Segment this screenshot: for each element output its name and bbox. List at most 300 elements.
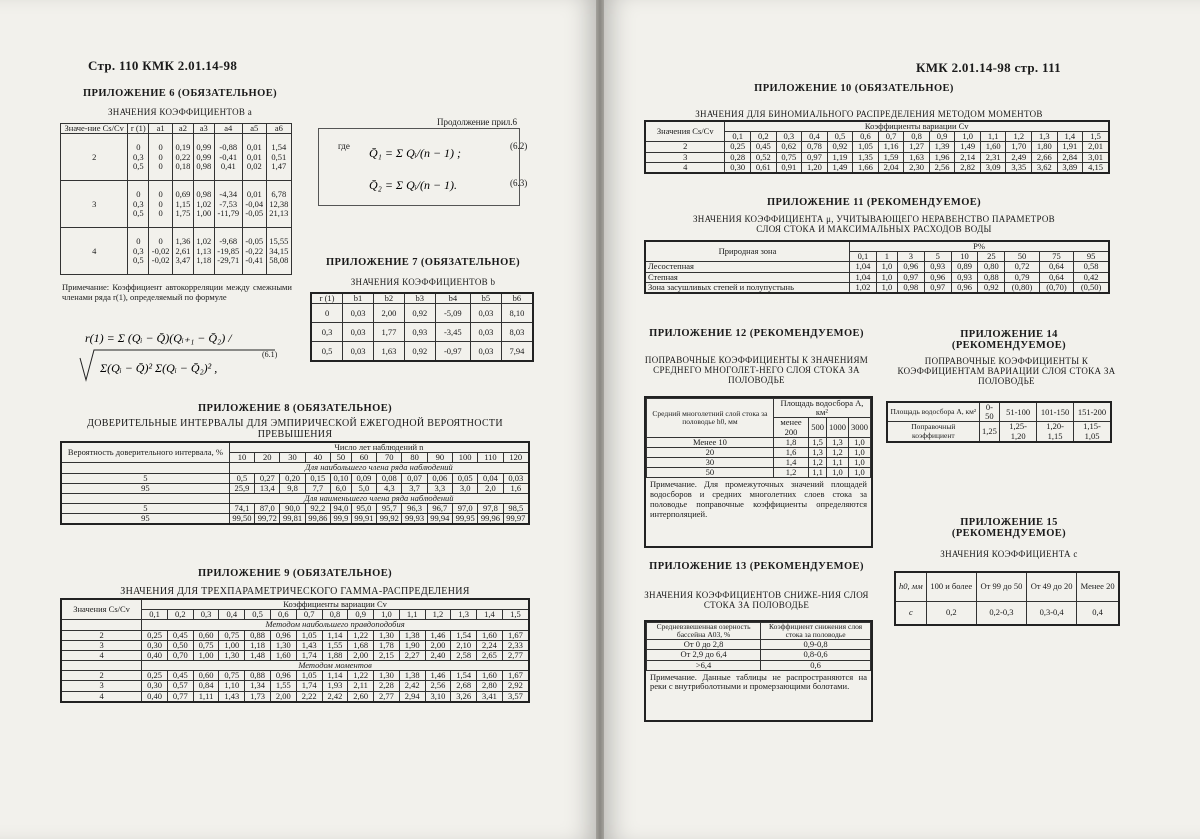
value-cell: 1,10: [219, 681, 245, 691]
svg-text:Σ(Qᵢ − Q̄)² Σ(Qᵢ − Q̄₂)² ,: Σ(Qᵢ − Q̄)² Σ(Qᵢ − Q̄₂)² ,: [100, 361, 218, 375]
value-cell: -0,97: [435, 342, 470, 362]
value: 12,38: [269, 198, 289, 209]
app14-table: [886, 401, 1112, 443]
value-cell: 0,79: [1005, 272, 1039, 282]
column-header: 1,1: [980, 132, 1006, 142]
value-cell: [266, 134, 291, 181]
table-header-row: [61, 599, 529, 610]
value-cell: 0,88: [245, 630, 271, 640]
value-cell: [214, 228, 242, 275]
value: -19,85: [217, 245, 240, 256]
table-row: [61, 181, 292, 228]
value-cell: [266, 181, 291, 228]
value-cell: 1,0: [848, 447, 870, 457]
value: -0,05: [245, 236, 264, 247]
value-cell: 0,25: [142, 671, 168, 681]
value-cell: 0,58: [1074, 262, 1109, 272]
table-row: [61, 681, 529, 691]
column-header: 1,5: [502, 610, 529, 620]
value-cell: 1,70: [1006, 142, 1032, 152]
value: 0,02: [246, 160, 262, 171]
column-header: b5: [470, 293, 501, 304]
value-cell: 0,5: [229, 473, 254, 483]
app6-subtitle: ЗНАЧЕНИЯ КОЭФФИЦИЕНТОВ a: [107, 107, 253, 117]
value: 1,13: [196, 245, 212, 256]
value: 2,61: [175, 245, 191, 256]
cs-cv-value: 2: [61, 134, 128, 181]
value-cell: 1,16: [878, 142, 904, 152]
value-cell: 9,8: [280, 483, 305, 493]
value-cell: 1,60: [980, 142, 1006, 152]
zone-name: Степная: [645, 272, 850, 282]
value-cell: 1,49: [955, 142, 981, 152]
value-cell: 1,00: [193, 650, 219, 660]
value-cell: 3,10: [425, 691, 451, 702]
value-cell: 3,3: [427, 483, 452, 493]
value-cell: 99,72: [255, 514, 280, 525]
value: 21,13: [269, 207, 289, 218]
value-cell: 0,15: [305, 473, 330, 483]
column-header: Значе-ние Cs/Cv: [61, 124, 128, 134]
value-cell: 0,62: [776, 142, 802, 152]
value-cell: 2: [61, 671, 142, 681]
value: 0,69: [175, 189, 191, 200]
app8-table: [60, 441, 530, 525]
app7-subtitle: ЗНАЧЕНИЯ КОЭФФИЦИЕНТОВ b: [350, 277, 496, 287]
row-header: c: [895, 602, 926, 626]
value-cell: >6,4: [647, 660, 761, 670]
column-header: 51-100: [1000, 402, 1037, 422]
value-cell: [149, 181, 173, 228]
value-cell: 0,03: [470, 342, 501, 362]
value-cell: 1,93: [322, 681, 348, 691]
column-header: 0,9: [929, 132, 955, 142]
value-cell: 1,43: [296, 640, 322, 650]
value-cell: 1,25-1,20: [1000, 422, 1037, 442]
column-header: 0,5: [245, 610, 271, 620]
app11-table: [644, 240, 1110, 294]
value-cell: 0,75: [776, 152, 802, 162]
value-cell: 8,10: [501, 304, 533, 323]
value-cell: 96,3: [402, 504, 427, 514]
value-cell: 8,03: [501, 323, 533, 342]
value-cell: От 2,9 до 6,4: [647, 650, 761, 660]
empty-cell: [61, 620, 142, 630]
value-cell: 0,3-0,4: [1027, 602, 1077, 626]
column-header: 60: [351, 453, 376, 463]
value: 0,51: [271, 151, 287, 162]
column-header: Коэффициент снижения слоя стока за половодье: [761, 623, 871, 640]
column-header: a6: [266, 124, 291, 134]
value: 0,5: [133, 207, 144, 218]
table-row: [645, 262, 1109, 272]
app13-title: ПРИЛОЖЕНИЕ 13 (РЕКОМЕНДУЕМОЕ): [649, 561, 864, 572]
column-header: Значения Cs/Cv: [61, 599, 142, 620]
value-cell: 0,88: [245, 671, 271, 681]
value: -0,04: [245, 198, 264, 209]
column-header: 120: [503, 453, 529, 463]
value-cell: [214, 181, 242, 228]
value-cell: 0,57: [167, 681, 193, 691]
value-cell: 0,42: [1074, 272, 1109, 282]
column-header: 80: [402, 453, 427, 463]
column-header: 1: [876, 252, 897, 262]
value-cell: 0,25: [142, 630, 168, 640]
value-cell: 1,0: [876, 262, 897, 272]
value-cell: 0,64: [1039, 262, 1073, 272]
formula-box: [318, 128, 520, 206]
value-cell: 0,40: [142, 650, 168, 660]
value: 0,01: [246, 189, 262, 200]
value: 1,02: [196, 236, 212, 247]
value-cell: 1,0: [876, 282, 897, 293]
value-cell: 2,11: [348, 681, 374, 691]
value-cell: (0,50): [1074, 282, 1109, 293]
column-header: 0,1: [142, 610, 168, 620]
value-cell: 1,63: [904, 152, 930, 162]
column-header: 50: [331, 453, 352, 463]
column-header: b2: [373, 293, 404, 304]
value-cell: 0,97: [924, 282, 951, 293]
value-cell: 0,89: [951, 262, 978, 272]
table-row: [61, 671, 529, 681]
svg-text:Q̄₁ = Σ Qᵢ/(n − 1) ;: Q̄₁ = Σ Qᵢ/(n − 1) ;: [369, 146, 462, 160]
value-cell: 1,02: [850, 282, 877, 293]
value-cell: [173, 228, 194, 275]
table-row: [61, 691, 529, 702]
value-cell: [128, 181, 149, 228]
value-cell: 3,09: [980, 162, 1006, 173]
value-cell: 0,6: [761, 660, 871, 670]
column-header: 0,4: [802, 132, 828, 142]
value-cell: 1,1: [809, 468, 827, 478]
value-cell: 2,68: [451, 681, 477, 691]
value-cell: 1,46: [425, 630, 451, 640]
value-cell: 0,05: [453, 473, 478, 483]
value-cell: 0,03: [343, 323, 374, 342]
value-cell: 1,25: [979, 422, 1000, 442]
column-header: 1,2: [425, 610, 451, 620]
value-cell: 99,81: [280, 514, 305, 525]
value-cell: 2,56: [425, 681, 451, 691]
value-cell: 2,60: [348, 691, 374, 702]
value-cell: 0: [311, 304, 343, 323]
value-cell: 0,96: [924, 272, 951, 282]
value-cell: 1,39: [929, 142, 955, 152]
value-cell: 0,60: [193, 671, 219, 681]
value-cell: 95,0: [351, 504, 376, 514]
value-cell: 1,38: [399, 671, 425, 681]
value: -29,71: [217, 254, 240, 265]
value-cell: 0,96: [951, 282, 978, 293]
value-cell: 98,5: [503, 504, 529, 514]
value-cell: 2,00: [373, 304, 404, 323]
column-header: 110: [478, 453, 503, 463]
table-row: [311, 323, 533, 342]
value-cell: 99,97: [503, 514, 529, 525]
value-cell: 1,78: [374, 640, 400, 650]
app12-note: Примечание. Для промежуточных значений площадей водосборов и средних многолетних слоев стока за половодье поправочные коэффициенты определяются интерполяцией.: [650, 479, 867, 519]
value-cell: 2,40: [425, 650, 451, 660]
column-header: b4: [435, 293, 470, 304]
value-cell: 1,77: [373, 323, 404, 342]
value: 1,75: [175, 207, 191, 218]
value-cell: 1,0: [876, 272, 897, 282]
value-cell: 0,92: [404, 342, 435, 362]
value-cell: [193, 181, 214, 228]
empty-cell: [61, 661, 142, 671]
column-group-header: Коэффициенты вариации Cv: [142, 599, 529, 610]
table-row: [645, 162, 1109, 173]
app6-table: [60, 123, 292, 275]
value: 0: [136, 189, 141, 200]
table-row: [647, 650, 871, 660]
column-header: 151-200: [1074, 402, 1111, 422]
app15-subtitle: ЗНАЧЕНИЯ КОЭФФИЦИЕНТА c: [940, 549, 1078, 559]
value-cell: 3,35: [1006, 162, 1032, 173]
value-cell: 2,10: [451, 640, 477, 650]
value: 0: [136, 142, 141, 153]
column-header: 75: [1039, 252, 1073, 262]
section-row: [61, 620, 529, 630]
value-cell: 1,1: [826, 458, 848, 468]
column-header: 1,1: [399, 610, 425, 620]
table-row: [647, 468, 871, 478]
value: 0,22: [175, 151, 191, 162]
value-cell: 0,25: [725, 142, 751, 152]
column-group-header: P%: [850, 241, 1109, 252]
value: 0,3: [133, 245, 144, 256]
value: 0,3: [133, 198, 144, 209]
value-cell: 3,01: [1083, 152, 1109, 162]
value: 0: [158, 142, 163, 153]
value: 1,15: [175, 198, 191, 209]
value: -9,68: [219, 236, 238, 247]
value-cell: 0,40: [142, 691, 168, 702]
value: 0: [158, 207, 163, 218]
app14-title: ПРИЛОЖЕНИЕ 14 (РЕКОМЕНДУЕМОЕ): [951, 329, 1067, 351]
value-cell: 0,52: [751, 152, 777, 162]
column-header: 0,1: [850, 252, 877, 262]
value-cell: 4,3: [377, 483, 402, 493]
value-cell: 0,03: [503, 473, 529, 483]
column-header: Средневзвешенная озерность бассейна A03, %: [647, 623, 761, 640]
value-cell: 1,60: [477, 630, 503, 640]
empty-cell: [61, 463, 229, 473]
column-group-header: Площадь водосбора A, км²: [773, 399, 870, 418]
column-header: 0,2: [167, 610, 193, 620]
empty-cell: [61, 493, 229, 503]
value-cell: 0,60: [193, 630, 219, 640]
value-cell: 0,84: [193, 681, 219, 691]
table-row: [61, 514, 529, 525]
app12-table: [646, 398, 871, 478]
app12-title: ПРИЛОЖЕНИЕ 12 (РЕКОМЕНДУЕМОЕ): [649, 328, 864, 339]
table-row: [647, 458, 871, 468]
value-cell: 1,90: [399, 640, 425, 650]
table-row: [887, 422, 1111, 442]
value-cell: 95: [61, 483, 229, 493]
value-cell: 1,67: [502, 671, 529, 681]
value-cell: 0,03: [343, 304, 374, 323]
column-header: 1,2: [1006, 132, 1032, 142]
value-cell: 2,65: [477, 650, 503, 660]
value-cell: 2,94: [399, 691, 425, 702]
value: -0,02: [151, 254, 170, 265]
value-cell: 0,5: [311, 342, 343, 362]
column-header: 1,4: [1057, 132, 1083, 142]
table-row: [61, 483, 529, 493]
value-cell: 2,30: [904, 162, 930, 173]
value: 0: [136, 236, 141, 247]
column-header: 1,4: [477, 610, 503, 620]
column-header: 0,3: [776, 132, 802, 142]
value-cell: 0,77: [167, 691, 193, 702]
value-cell: 2,56: [929, 162, 955, 173]
column-header: 70: [377, 453, 402, 463]
value-cell: 0,10: [331, 473, 352, 483]
app13-note: Примечание. Данные таблицы не распространяются на реки с внутриболотными и промерзающими болотами.: [650, 671, 867, 692]
value-cell: 96,7: [427, 504, 452, 514]
value: 1,02: [196, 198, 212, 209]
value-cell: 2,01: [1083, 142, 1109, 152]
column-header: 1,3: [451, 610, 477, 620]
value: 0: [158, 160, 163, 171]
column-header: 5: [924, 252, 951, 262]
column-header: 30: [280, 453, 305, 463]
value-cell: 2,15: [374, 650, 400, 660]
value-cell: 0,97: [897, 272, 924, 282]
value-cell: 99,91: [351, 514, 376, 525]
value-cell: 0,75: [219, 630, 245, 640]
value-cell: 0,93: [951, 272, 978, 282]
value-cell: 2,00: [270, 691, 296, 702]
value-cell: 3,89: [1057, 162, 1083, 173]
value-cell: [173, 181, 194, 228]
column-header: менее 200: [773, 418, 808, 437]
cs-cv-value: 4: [61, 228, 128, 275]
column-header: b6: [501, 293, 533, 304]
column-header: 25: [978, 252, 1005, 262]
column-header: 1,3: [1032, 132, 1058, 142]
value-cell: 1,0: [848, 458, 870, 468]
value-cell: 1,38: [399, 630, 425, 640]
value-cell: 0,96: [270, 671, 296, 681]
value-cell: 1,05: [853, 142, 879, 152]
value-cell: От 0 до 2,8: [647, 640, 761, 650]
column-header: 101-150: [1037, 402, 1074, 422]
column-header: От 99 до 50: [976, 572, 1026, 602]
value: 1,54: [271, 142, 287, 153]
column-group-header: Число лет наблюдений n: [229, 442, 529, 453]
value: -0,41: [219, 151, 238, 162]
app15-table: [894, 571, 1120, 626]
section-label: Методом моментов: [142, 661, 529, 671]
value-cell: 2,77: [374, 691, 400, 702]
value-cell: [242, 228, 266, 275]
right-running-header: КМК 2.01.14-98 стр. 111: [916, 60, 1061, 75]
where-label: где: [338, 141, 350, 151]
column-header: 90: [427, 453, 452, 463]
table-header-row: [61, 124, 292, 134]
value-cell: 1,8: [773, 437, 808, 447]
value-cell: 1,2: [809, 458, 827, 468]
value-cell: 2,42: [399, 681, 425, 691]
right-page: [604, 0, 1200, 839]
value: 0: [158, 236, 163, 247]
app6-title: ПРИЛОЖЕНИЕ 6 (ОБЯЗАТЕЛЬНОЕ): [82, 88, 277, 99]
app11-title: ПРИЛОЖЕНИЕ 11 (РЕКОМЕНДУЕМОЕ): [766, 197, 982, 208]
column-header: 3000: [848, 418, 870, 437]
value-cell: 2,04: [878, 162, 904, 173]
column-header: 0,1: [725, 132, 751, 142]
value-cell: 97,0: [453, 504, 478, 514]
value-cell: [149, 134, 173, 181]
value: 15,55: [269, 236, 289, 247]
value-cell: 2,33: [502, 640, 529, 650]
value-cell: Менее 10: [647, 437, 774, 447]
value-cell: 0,50: [167, 640, 193, 650]
column-header: 10: [951, 252, 978, 262]
value: 3,47: [175, 254, 191, 265]
column-header: 0,7: [878, 132, 904, 142]
value: 0,18: [175, 160, 191, 171]
app7-table: [310, 292, 534, 362]
section-label: Для наименьшего члена ряда наблюдений: [229, 493, 529, 503]
value-cell: 1,2: [826, 447, 848, 457]
column-header: 0-50: [979, 402, 1000, 422]
value-cell: 1,60: [270, 650, 296, 660]
value: -0,02: [151, 245, 170, 256]
value-cell: [266, 228, 291, 275]
zone-name: Зона засушливых степей и полупустынь: [645, 282, 850, 293]
value-cell: 1,05: [296, 630, 322, 640]
value-cell: 0,75: [219, 671, 245, 681]
value-cell: 99,93: [402, 514, 427, 525]
value: 0,98: [196, 160, 212, 171]
value-cell: 0,45: [167, 630, 193, 640]
value-cell: 0,72: [1005, 262, 1039, 272]
value-cell: 2,66: [1032, 152, 1058, 162]
value-cell: 1,4: [773, 458, 808, 468]
value-cell: 94,0: [331, 504, 352, 514]
value-cell: 1,30: [270, 640, 296, 650]
table-row: [647, 447, 871, 457]
value-cell: 0,92: [404, 304, 435, 323]
value-cell: 0,03: [470, 323, 501, 342]
table-row: [311, 304, 533, 323]
column-group-header: Коэффициенты вариации Cv: [725, 121, 1109, 132]
value-cell: 1,96: [929, 152, 955, 162]
table-row: [645, 282, 1109, 293]
app13-subtitle: ЗНАЧЕНИЯ КОЭФФИЦИЕНТОВ СНИЖЕ-НИЯ СЛОЯ СТОКА ЗА ПОЛОВОДЬЕ: [644, 590, 869, 610]
value-cell: 2,00: [348, 650, 374, 660]
table-row: [647, 437, 871, 447]
value-cell: (0,80): [1005, 282, 1039, 293]
value-cell: 1,27: [904, 142, 930, 152]
value-cell: 1,30: [219, 650, 245, 660]
value: -0,88: [219, 142, 238, 153]
value-cell: -5,09: [435, 304, 470, 323]
row-header: Поправочный коэффициент: [887, 422, 979, 442]
value-cell: 2: [61, 630, 142, 640]
table-row: [61, 228, 292, 275]
value-cell: 1,55: [270, 681, 296, 691]
value-cell: 3: [645, 152, 725, 162]
app9-title: ПРИЛОЖЕНИЕ 9 (ОБЯЗАТЕЛЬНОЕ): [197, 568, 392, 579]
value-cell: 0,30: [142, 640, 168, 650]
value-cell: 5,0: [351, 483, 376, 493]
